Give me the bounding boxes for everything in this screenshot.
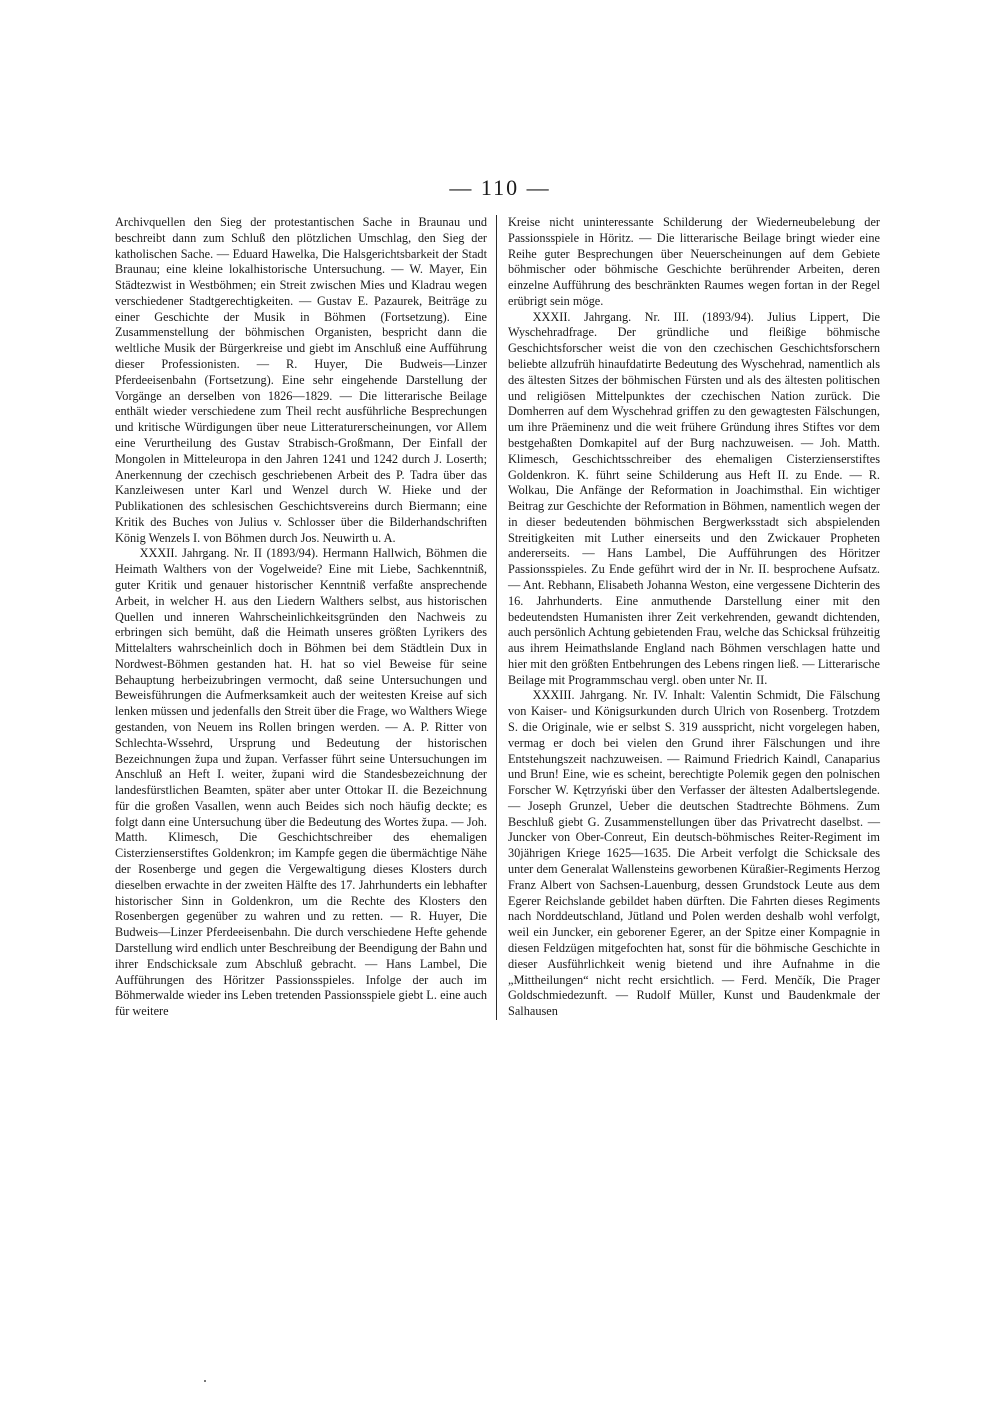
paragraph: XXXII. Jahrgang. Nr. III. (1893/94). Julius Lippert, Die Wyschehradfrage. Der gründliche und fleißige böhmische Geschichtsforscher weist die von den czechischen Geschichtsforschern beliebte allzufrüh hinaufdatirte Bedeutung des Wyschehrad, namentlich als des ältesten Sitzes der böhmischen Fürsten und als des ältesten politischen und religiösen Mittelpunktes der czechischen Nation zurück. Die Domherren auf dem Wyschehrad griffen zu den gewagtesten Fälschungen, um ihre Präeminenz und die weit frühere Gründung ihres Stiftes vor dem bestgehaßten Domkapitel auf der Burg nachzuweisen. — Joh. Matth. Klimesch, Geschichtsschreiber des ehemaligen Cisterzienserstiftes Goldenkron. K. führt seine Schilderung aus Heft II. zu Ende. — R. Wolkau, Die Anfänge der Reformation in Joachimsthal. Ein wichtiger Beitrag zur Geschichte der Reformation in Böhmen, namentlich wegen der in dieser bedeutenden böhmischen Bergwerksstadt sich abspielenden Streitigkeiten mit Luther einerseits und den Zwickauer Propheten andererseits. — Hans Lambel, Die Aufführungen des Höritzer Passionsspieles. Zu Ende geführt wird der in Nr. II. besprochene Aufsatz. — Ant. Rebhann, Elisabeth Johanna Weston, eine vergessene Dichterin des 16. Jahrhunderts. Eine anmuthende Darstellung einer mit den bedeutendsten Humanisten ihrer Zeit verkehrenden, gewandt dichtenden, auch persönlich Achtung gebietenden Frau, welche das Schicksal frühzeitig aus ihrem Heimathslande England nach Böhmen verschlagen hatte und hier mit den größten Entbehrungen des Lebens ringen ließ. — Litterarische Beilage mit Programmschau vergl. oben unter Nr. II. <box>508 309 880 687</box>
paragraph: Kreise nicht uninteressante Schilderung der Wiederneubelebung der Passionsspiele in Höritz. — Die litterarische Beilage bringt wieder eine Reihe guter Besprechungen über Neuerscheinungen auf dem Gebiete böhmischer oder böhmische Geschichte berührender Arbeiten, deren einzelne Aufführung des beschränkten Raumes wegen fortan in der Regel erübrigt sein möge. <box>508 215 880 308</box>
page-number: — 110 — <box>449 175 551 200</box>
print-mark <box>204 1380 206 1382</box>
right-column <box>508 215 880 1020</box>
paragraph: Archivquellen den Sieg der protestantischen Sache in Braunau und beschreibt dann zum Schluß den plötzlichen Umschlag, den Sieg der katholischen Sache. — Eduard Hawelka, Die Halsgerichtsbarkeit der Stadt Braunau; eine kleine lokalhistorische Untersuchung. — W. Mayer, Ein Städtezwist in Westböhmen; ein Streit zwischen Mies und Kladrau wegen verschiedener Stadtgerechtigkeiten. — Gustav E. Pazaurek, Beiträge zu einer Geschichte der Musik in Böhmen (Fortsetzung). Eine Zusammenstellung der böhmischen Organisten, bespricht dann die weltliche Musik der Bürgerkreise und giebt im Anschluß eine Aufführung dieser Professionisten. — R. Huyer, Die Budweis—Linzer Pferdeeisenbahn (Fortsetzung). Eine sehr eingehende Darstellung der Vorgänge an derselben von 1826—1829. — Die litterarische Beilage enthält wieder verschiedene zum Theil recht ausführliche Besprechungen und kritische Würdigungen über neue Litteraturerscheinungen, vor Allem eine Verurtheilung des Gustav Strabisch-Großmann, Der Einfall der Mongolen in Mitteleuropa in den Jahren 1241 und 1242 durch J. Loserth; Anerkennung der czechisch geschriebenen Arbeit des P. Tadra über das Kanzleiwesen unter Karl und Wenzel durch W. Hieke und der Publikationen des schlesischen Geschichtsvereins durch Biermann; eine Kritik des Buches von Julius v. Schlosser über die Bilderhandschriften König Wenzels I. von Böhmen durch Jos. Neuwirth u. A. <box>115 215 487 545</box>
paragraph: XXXII. Jahrgang. Nr. II (1893/94). Hermann Hallwich, Böhmen die Heimath Walthers von der Vogelweide? Eine mit Liebe, Sachkenntniß, guter Kritik und genauer historischer Kenntniß verfaßte ansprechende Arbeit, in welcher H. aus den Liedern Walthers selbst, aus historischen Quellen und inneren Wahrscheinlichkeitsgründen den Nachweis zu erbringen sich bemüht, daß die Heimath unseres größten Lyrikers des Mittelalters wahrscheinlich doch in Böhmen bei dem Städtlein Dux in Nordwest-Böhmen gestanden hat. H. hat so viel Beweise für seine Behauptung herbeizubringen vermocht, daß seine Untersuchungen und Beweisführungen die Aufmerksamkeit auch der weitesten Kreise auf sich lenken müssen und jedenfalls den Streit über die Frage, wo Walthers Wiege gestanden, von Neuem ins Rollen bringen werden. — A. P. Ritter von Schlechta-Wssehrd, Ursprung und Bedeutung der historischen Bezeichnungen župa und župan. Verfasser führt seine Untersuchungen im Anschluß an Heft I. weiter, župani wird die Standesbezeichnung der landesfürstlichen Beamten, später aber unter Ottokar II. die Bezeichnung für die großen Vasallen, wenn auch Beides sich noch häufig deckte; es folgt dann eine Untersuchung über die Bedeutung des Wortes župa. — Joh. Matth. Klimesch, Die Geschichtschreiber des ehemaligen Cisterzienserstiftes Goldenkron; im Kampfe gegen die übermächtige Nähe der Rosenberge und gegen die Vergewaltigung dieses Klosters durch dieselben erwachte in der zweiten Hälfte des 17. Jahrhunderts ein lebhafter historischer Sinn in Goldenkron, um die Rechte des Klosters den Rosenbergen gegenüber zu wahren und zu retten. — R. Huyer, Die Budweis—Linzer Pferdeeisenbahn. Die durch verschiedene Hefte gehende Darstellung wird endlich unter Beschreibung der Beendigung der Bahn und ihrer Endschicksale zum Abschluß gebracht. — Hans Lambel, Die Aufführungen des Höritzer Passionsspieles. Infolge der auch im Böhmerwalde wieder ins Leben tretenden Passionsspiele giebt L. eine auch für weitere <box>115 546 487 1019</box>
left-column <box>115 215 487 1020</box>
column-divider <box>496 215 497 1020</box>
paragraph: XXXIII. Jahrgang. Nr. IV. Inhalt: Valentin Schmidt, Die Fälschung von Kaiser- und Königsurkunden durch Ulrich von Rosenberg. Trotzdem S. die Originale, wie er selbst S. 319 ausspricht, nicht vorgelegen haben, vermag er doch bei vielen den Grund ihrer Fälschungen und ihre Entstehungszeit nachzuweisen. — Raimund Friedrich Kaindl, Canaparius und Brun! Eine, wie es scheint, berechtigte Polemik gegen den polnischen Forscher W. Kętrzyński über den Verfasser der ältesten Adalbertslegende. — Joseph Grunzel, Ueber die deutschen Stadtrechte Böhmens. Zum Beschluß giebt G. Zusammenstellungen über das Privatrecht daselbst. — Juncker von Ober-Conreut, Ein deutsch-böhmisches Reiter-Regiment im 30jährigen Kriege 1625—1635. Die Arbeit verfolgt die Schicksale des unter dem Generalat Wallensteins geworbenen Küraßier-Regiments Herzog Franz Albert von Sachsen-Lauenburg, dessen Grundstock Leute aus dem Egerer Reichslande gebildet haben dürften. Die Fahrten dieses Regiments nach Norddeutschland, Jütland und Polen werden deshalb wohl verfolgt, weil ein Juncker, ein geborener Egerer, an der Spitze einer Kompagnie in diesen Feldzügen mitgefochten hat, sonst für die böhmische Geschichte in dieser Ausführlichkeit wenig bietend und ihre Aufnahme in die „Mittheilungen“ nicht recht ersichtlich. — Ferd. Menčík, Die Prager Goldschmiedezunft. — Rudolf Müller, Kunst und Baudenkmale der Salhausen <box>508 688 880 1019</box>
